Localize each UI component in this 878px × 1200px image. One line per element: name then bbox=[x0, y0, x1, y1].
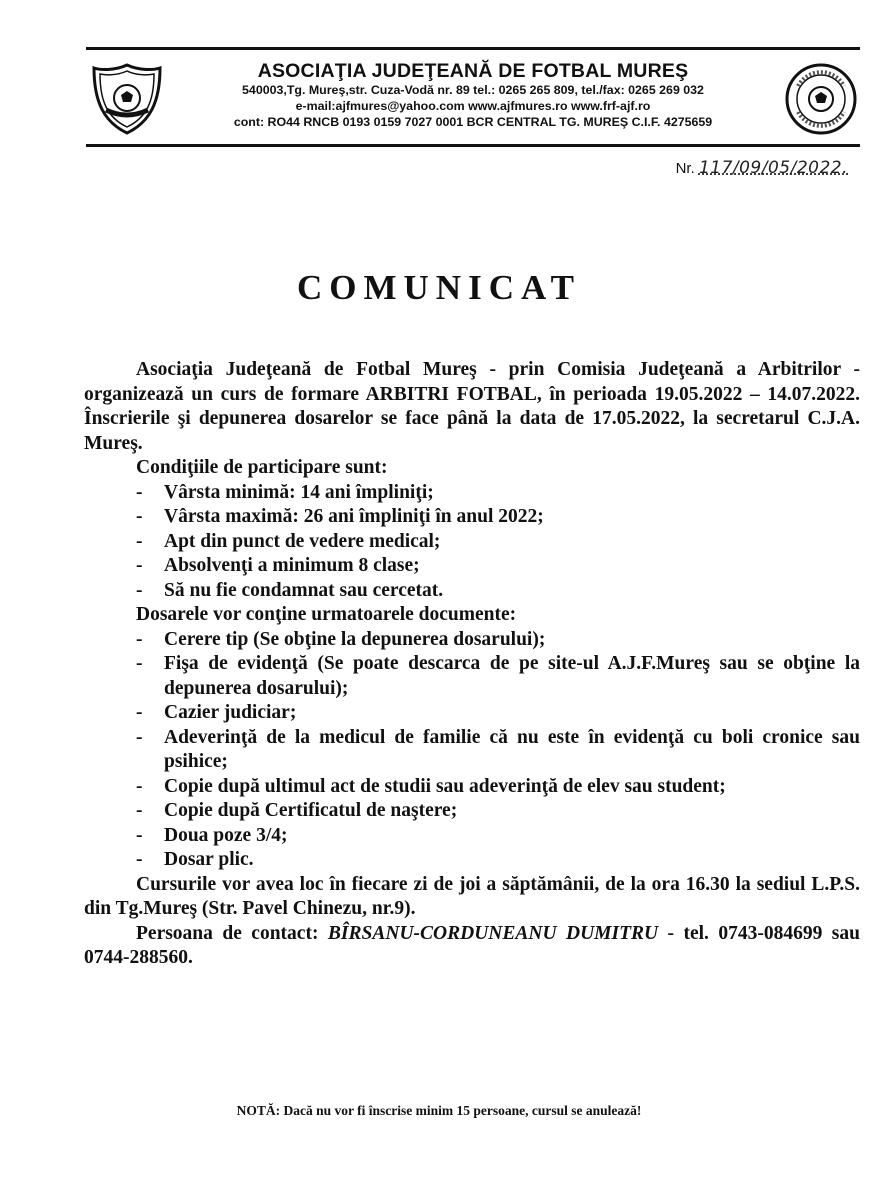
list-item: - Absolvenţi a minimum 8 clase; bbox=[84, 554, 860, 579]
organization-name: ASOCIAŢIA JUDEŢEANĂ DE FOTBAL MUREŞ bbox=[257, 60, 689, 82]
list-item: - Copie după Certificatul de naştere; bbox=[84, 799, 860, 824]
documents-heading: Dosarele vor conţine urmatoarele documente: bbox=[136, 604, 517, 625]
bank-line: cont: RO44 RNCB 0193 0159 7027 0001 BCR CENTRAL TG. MUREŞ C.I.F. 4275659 bbox=[233, 115, 713, 129]
list-item: - Copie după ultimul act de studii sau adeverinţă de elev sau student; bbox=[84, 775, 860, 800]
list-item: - Dosar plic. bbox=[84, 848, 860, 873]
documents-list bbox=[84, 628, 860, 873]
list-item: - Cerere tip (Se obţine la depunerea dosarului); bbox=[84, 628, 860, 653]
list-item: - Fişa de evidenţă (Se poate descarca de pe site-ul A.J.F.Mureş sau se obţine la depunerea dosarului); bbox=[84, 652, 860, 701]
footer-note: NOTĂ: Dacă nu vor fi înscrise minim 15 persoane, cursul se anulează! bbox=[236, 1103, 642, 1118]
frf-crest-icon bbox=[784, 62, 858, 136]
list-item: - Adeverinţă de la medicul de familie că nu este în evidenţă cu boli cronice sau psihice; bbox=[84, 726, 860, 775]
schedule-paragraph: Cursurile vor avea loc în fiecare zi de joi a săptămânii, de la ora 16.30 la sediul L.P.S. din Tg.Mureş (Str. Pavel Chinezu, nr.9). bbox=[84, 873, 860, 919]
list-item: - Vârsta minimă: 14 ani împliniţi; bbox=[84, 481, 860, 506]
ajf-mures-crest-icon bbox=[90, 62, 164, 136]
contact-line: e-mail:ajfmures@yahoo.com www.ajfmures.ro www.frf-ajf.ro bbox=[295, 99, 651, 113]
organization-block bbox=[182, 60, 764, 130]
registration-handwritten: 117/09/05/2022. bbox=[698, 158, 848, 178]
contact-phones: - tel. 0743-084699 sau 0744-288560. bbox=[84, 922, 860, 968]
announcement-body bbox=[84, 358, 860, 971]
list-item: - Să nu fie condamnat sau cercetat. bbox=[84, 579, 860, 604]
page-title: COMUNICAT bbox=[296, 268, 581, 307]
registration-prefix: Nr. bbox=[675, 160, 695, 177]
contact-paragraph bbox=[84, 922, 860, 971]
contact-name: BÎRSANU-CORDUNEANU DUMITRU bbox=[327, 922, 659, 944]
list-item: - Cazier judiciar; bbox=[84, 701, 860, 726]
conditions-list bbox=[84, 481, 860, 604]
list-item: - Vârsta maximă: 26 ani împliniţi în anul 2022; bbox=[84, 505, 860, 530]
list-item: - Doua poze 3/4; bbox=[84, 824, 860, 849]
letterhead bbox=[86, 47, 860, 147]
list-item: - Apt din punct de vedere medical; bbox=[84, 530, 860, 555]
contact-label: Persoana de contact: bbox=[136, 922, 319, 944]
intro-paragraph: Asociaţia Judeţeană de Fotbal Mureş - prin Comisia Judeţeană a Arbitrilor - organizează un curs de formare ARBITRI FOTBAL, în perioada 19.05.2022 – 14.07.2022. Înscrierile şi depunerea dosarelor se face până la data de 17.05.2022, la secretarul C.J.A. Mureş. bbox=[84, 359, 860, 454]
conditions-heading: Condiţiile de participare sunt: bbox=[136, 457, 388, 478]
address-line: 540003,Tg. Mureş,str. Cuza-Vodă nr. 89 tel.: 0265 265 809, tel./fax: 0265 269 032 bbox=[242, 83, 704, 97]
registration-number bbox=[676, 158, 848, 178]
